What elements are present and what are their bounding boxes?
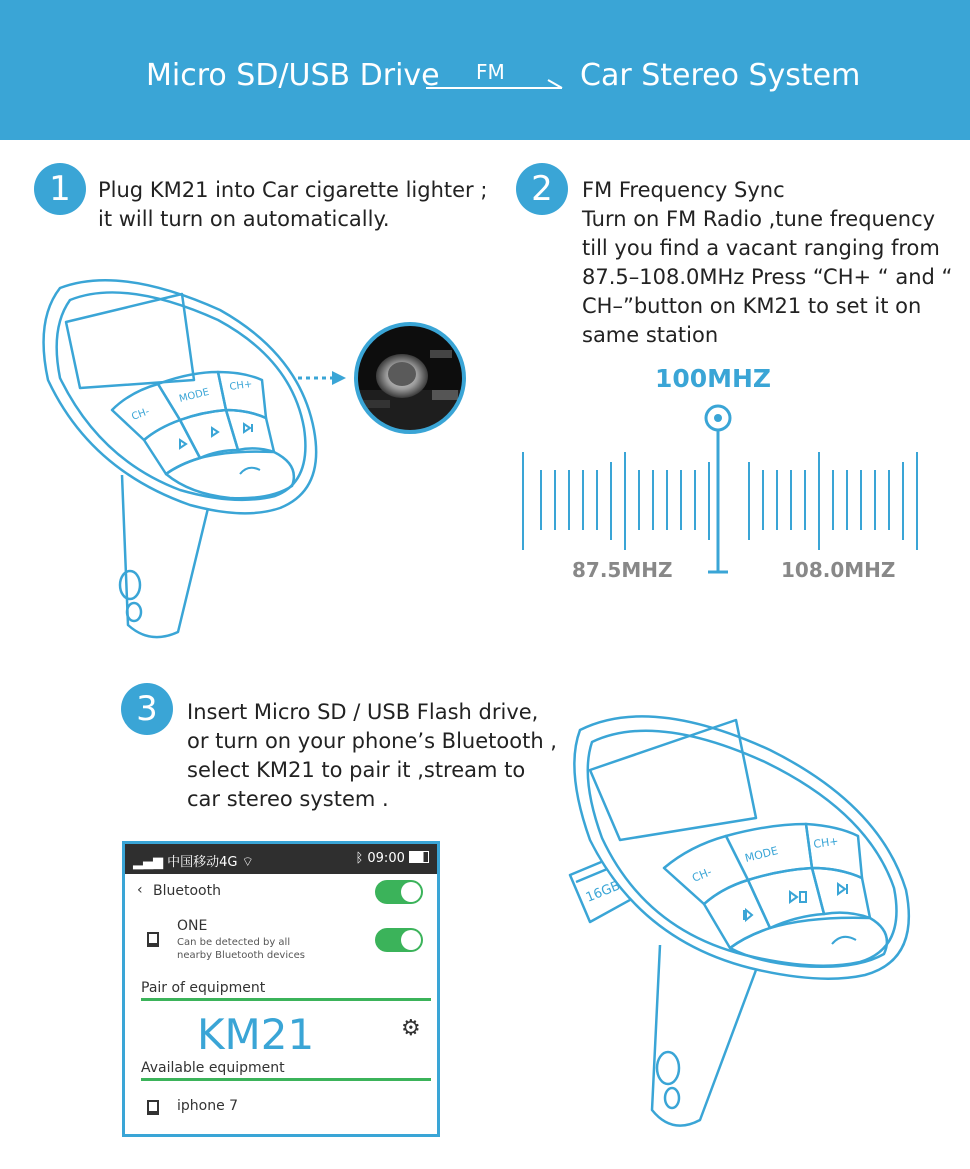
carrier-label: 中国移动4G	[167, 855, 238, 870]
carrier-status	[133, 851, 254, 870]
paired-device-km21[interactable]: KM21	[197, 1010, 315, 1059]
phone-device-icon	[147, 1100, 159, 1115]
banner-target-label: Car Stereo System	[580, 58, 861, 93]
back-icon[interactable]: ‹	[137, 882, 143, 898]
step-2-text	[582, 176, 952, 350]
bluetooth-toggle[interactable]	[375, 880, 423, 904]
signal-icon: ▂▄▆	[133, 855, 163, 870]
step-3-badge: 3	[121, 683, 173, 735]
status-time: 09:00	[367, 851, 405, 866]
frequency-min-label: 87.5MHZ	[572, 558, 673, 582]
bluetooth-title: Bluetooth	[153, 883, 221, 899]
available-divider	[141, 1078, 431, 1081]
dotted-arrow-icon	[296, 368, 348, 388]
device-2-ch-minus-label: CH-	[690, 865, 714, 885]
step-3-line-1: Insert Micro SD / USB Flash drive,	[187, 700, 539, 724]
paired-devices-header: Pair of equipment	[141, 980, 266, 996]
bluetooth-status-icon: ᛒ	[355, 851, 364, 866]
available-device-iphone[interactable]: iphone 7	[177, 1098, 239, 1114]
sd-card-capacity-label: 16GB	[583, 878, 623, 906]
frequency-max-label: 108.0MHZ	[781, 558, 896, 582]
visibility-desc-1: Can be detected by all	[177, 937, 291, 948]
banner-source-label: Micro SD/USB Drive	[146, 58, 440, 93]
frequency-scale-graphic	[515, 400, 925, 580]
available-devices-header: Available equipment	[141, 1060, 285, 1076]
step-1-text	[98, 176, 487, 234]
device-2-ch-plus-label: CH+	[812, 834, 840, 851]
step-3-line-2: or turn on your phone’s Bluetooth ,	[187, 729, 557, 753]
step-2-line-1: FM Frequency Sync	[582, 178, 785, 202]
step-2-line-3: till you find a vacant ranging from	[582, 236, 940, 260]
phone-bluetooth-screen	[122, 841, 440, 1137]
step-1-line-1: Plug KM21 into Car cigarette lighter ;	[98, 178, 488, 202]
status-right	[355, 851, 429, 866]
step-3-line-3: select KM21 to pair it ,stream to	[187, 758, 526, 782]
settings-gear-icon[interactable]: ⚙	[401, 1016, 421, 1041]
paired-divider	[141, 998, 431, 1001]
phone-device-icon	[147, 932, 159, 947]
car-stereo-knob-image	[352, 320, 468, 436]
phone-status-bar	[125, 844, 437, 874]
current-frequency-label: 100MHZ	[654, 364, 772, 393]
step-2-line-5: CH–”button on KM21 to set it on	[582, 294, 922, 318]
device-1-mode-label: MODE	[178, 386, 211, 405]
step-1-badge: 1	[34, 163, 86, 215]
device-1-ch-plus-label: CH+	[228, 378, 254, 393]
step-2-line-6: same station	[582, 323, 719, 347]
step-1-line-2: it will turn on automatically.	[98, 207, 390, 231]
step-3-line-4: car stereo system .	[187, 787, 389, 811]
header-banner	[0, 0, 970, 140]
device-2-mode-label: MODE	[743, 844, 780, 865]
step-2-badge: 2	[516, 163, 568, 215]
fm-transmitter-illustration	[30, 260, 330, 650]
banner-arrow-icon	[424, 78, 564, 92]
battery-icon	[409, 851, 429, 863]
step-2-line-2: Turn on FM Radio ,tune frequency	[582, 207, 936, 231]
wifi-icon: ⌔	[241, 855, 254, 870]
visibility-toggle[interactable]	[375, 928, 423, 952]
banner-fm-label: FM	[476, 60, 505, 84]
fm-transmitter-sd-illustration	[560, 690, 920, 1140]
device-1-ch-minus-label: CH-	[130, 406, 152, 423]
step-3-text	[187, 698, 557, 814]
own-device-name: ONE	[177, 918, 208, 934]
step-2-line-4: 87.5–108.0MHz Press “CH+ “ and “	[582, 265, 953, 289]
visibility-desc-2: nearby Bluetooth devices	[177, 950, 305, 961]
